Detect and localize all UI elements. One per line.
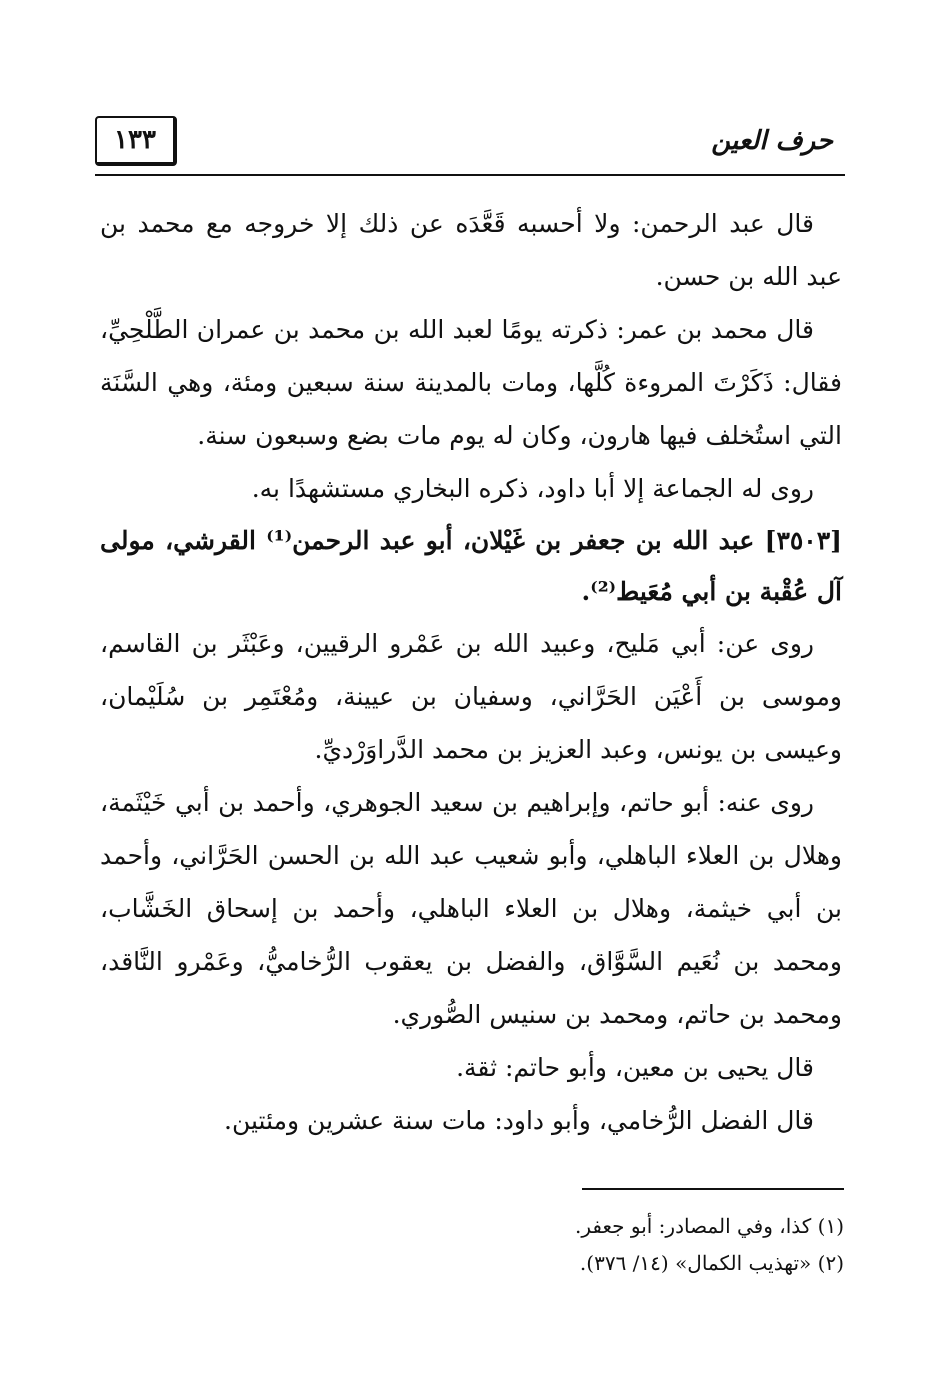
paragraph-assessment: قال يحيى بن معين، وأبو حاتم: ثقة. (456, 1053, 814, 1082)
footnote-1: (١) كذا، وفي المصادر: أبو جعفر. (574, 1214, 844, 1238)
footnote-2: (٢) «تهذيب الكمال» (١٤/ ٣٧٦). (579, 1251, 844, 1275)
paragraph-narrated-from: روى عن: أبي مَليح، وعبيد الله بن عَمْرو الرقيين، وعَبْثَر بن القاسم، وموسى بن أَعْيَن الحَرَّاني، وسفيان بن عيينة، ومُعْتَمِر بن سُلَيْمان، وعيسى بن يونس، وعبد العزيز بن محمد الدَّراوَرْديِّ. (100, 629, 842, 764)
paragraph-narrators: روى عنه: أبو حاتم، وإبراهيم بن سعيد الجوهري، وأحمد بن أبي خَيْثَمة، وهلال بن العلاء الباهلي، وأبو شعيب عبد الله بن الحسن الحَرَّاني، وأحمد بن أبي خيثمة، وهلال بن العلاء الباهلي، وأحمد بن إسحاق الخَشَّاب، ومحمد بن نُعَيم السَّوَّاق، والفضل بن يعقوب الرُّخاميُّ، وعَمْرو النَّاقد، ومحمد بن حاتم، ومحمد بن سنيس الصُّوري. (100, 788, 842, 1029)
paragraph-1: قال عبد الرحمن: ولا أحسبه قَعَّدَه عن ذلك إلا خروجه مع محمد بن عبد الله بن حسن. (100, 209, 842, 291)
page-header (95, 112, 845, 176)
footnote-divider (582, 1188, 844, 1190)
running-title: حرف العين (711, 126, 833, 156)
page-number: ١٣٣ (114, 125, 156, 155)
footnotes (300, 1208, 844, 1282)
paragraph-2: قال محمد بن عمر: ذكرته يومًا لعبد الله بن محمد بن عمران الطَّلْحِيِّ، فقال: ذَكَرْتَ المروءة كُلَّها، ومات بالمدينة سنة سبعين ومئة، وهي السَّنَة التي استُخلف فيها هارون، وكان له يوم مات بضع وسبعون سنة. (100, 315, 842, 450)
paragraph-death: قال الفضل الرُّخامي، وأبو داود: مات سنة عشرين ومئتين. (224, 1106, 814, 1135)
entry-heading: [٣٥٠٣] عبد الله بن جعفر بن غَيْلان، أبو عبد الرحمن⁽¹⁾ القرشي، مولى آل عُقْبة بن أبي مُعَيط⁽²⁾. (100, 526, 842, 606)
main-text (100, 197, 842, 1147)
paragraph-3: روى له الجماعة إلا أبا داود، ذكره البخاري مستشهدًا به. (251, 474, 814, 503)
page-number-box (95, 116, 177, 166)
